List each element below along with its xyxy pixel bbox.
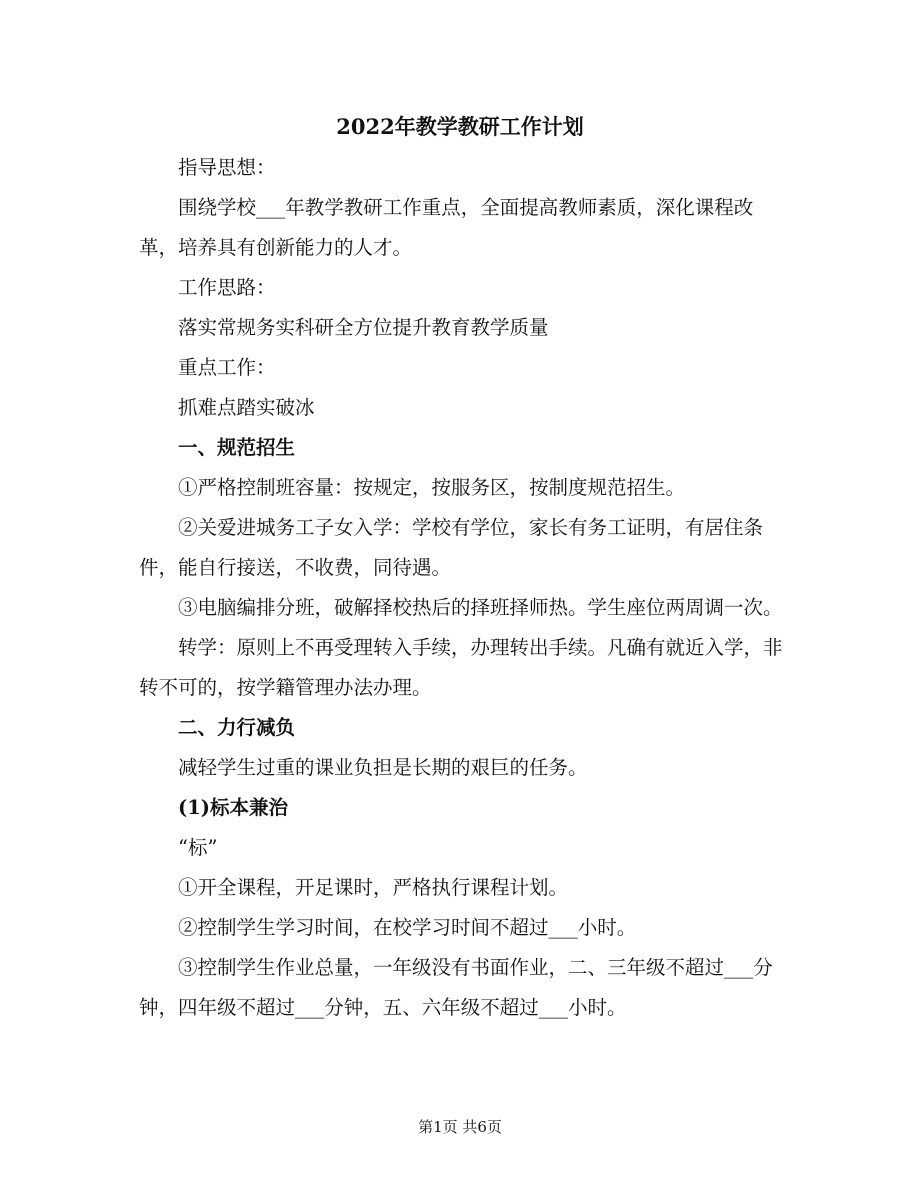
paragraph: 转学：原则上不再受理转入手续，办理转出手续。凡确有就近入学，非转不可的，按学籍管理办法办理。	[139, 636, 783, 699]
paragraph: ①开全课程，开足课时，严格执行课程计划。	[178, 876, 569, 899]
section-heading: 二、力行减负	[178, 716, 296, 739]
paragraph: ①严格控制班容量：按规定，按服务区，按制度规范招生。	[178, 476, 686, 499]
subsection-heading: (1)标本兼治	[178, 796, 289, 819]
page-footer: 第1页 共6页	[418, 1118, 502, 1136]
paragraph: 落实常规务实科研全方位提升教育教学质量	[178, 316, 549, 339]
paragraph: 工作思路：	[178, 276, 276, 299]
paragraph: 减轻学生过重的课业负担是长期的艰巨的任务。	[178, 756, 588, 779]
paragraph: ②关爱进城务工子女入学：学校有学位，家长有务工证明，有居住条件，能自行接送，不收费，同待遇。	[139, 516, 764, 579]
section-heading: 一、规范招生	[178, 436, 296, 459]
paragraph: 围绕学校___年教学教研工作重点，全面提高教师素质，深化课程改革，培养具有创新能力的人才。	[139, 196, 754, 259]
paragraph: 抓难点踏实破冰	[178, 396, 315, 419]
document-title: 2022年教学教研工作计划	[336, 114, 584, 139]
paragraph: ③控制学生作业总量，一年级没有书面作业，二、三年级不超过___分钟，四年级不超过___分钟，五、六年级不超过___小时。	[139, 956, 773, 1019]
paragraph: ③电脑编排分班，破解择校热后的择班择师热。学生座位两周调一次。	[178, 596, 783, 619]
paragraph: ②控制学生学习时间，在校学习时间不超过___小时。	[178, 916, 637, 939]
paragraph: “标”	[178, 836, 218, 859]
paragraph: 重点工作：	[178, 356, 276, 379]
document-body	[139, 148, 789, 1028]
paragraph: 指导思想：	[178, 156, 276, 179]
